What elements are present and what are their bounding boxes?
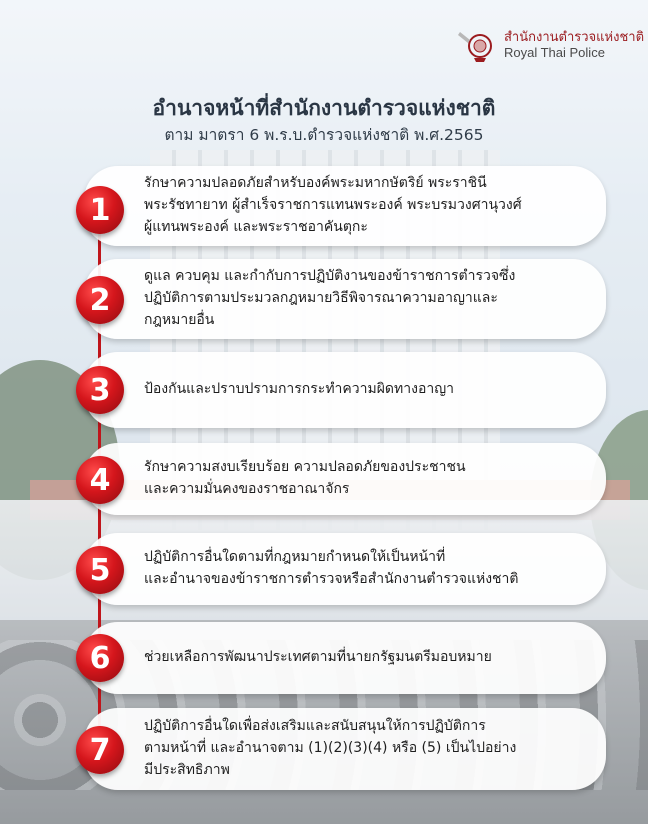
- duty-card-3: [84, 352, 606, 428]
- duty-number-badge-4: 4: [76, 456, 124, 504]
- police-emblem-icon: [456, 26, 496, 66]
- org-name-english: Royal Thai Police: [504, 45, 605, 60]
- duty-card-1: [84, 166, 606, 246]
- duty-number-badge-7: 7: [76, 726, 124, 774]
- page-title: อำนาจหน้าที่สำนักงานตำรวจแห่งชาติ: [152, 96, 496, 120]
- duty-card-4: [84, 443, 606, 515]
- royal-thai-police-logo: [456, 26, 644, 66]
- duty-text-1: รักษาความปลอดภัยสำหรับองค์พระมหากษัตริย์ พระราชินี พระรัชทายาท ผู้สำเร็จราชการแทนพระองค์ พระบรมวงศานุวงศ์ ผู้แทนพระองค์ และพระราชอาคันตุกะ: [144, 175, 522, 235]
- duty-card-6: [84, 622, 606, 694]
- org-name-thai: สำนักงานตำรวจแห่งชาติ: [504, 30, 645, 46]
- duty-number-badge-6: 6: [76, 634, 124, 682]
- duty-text-6: ช่วยเหลือการพัฒนาประเทศตามที่นายกรัฐมนตรีมอบหมาย: [144, 649, 492, 666]
- duty-text-3: ป้องกันและปราบปรามการกระทำความผิดทางอาญา: [144, 381, 455, 398]
- duty-text-2: ดูแล ควบคุม และกำกับการปฏิบัติงานของข้าราชการตำรวจซึ่ง ปฏิบัติการตามประมวลกฎหมายวิธีพิจารณาความอาญาและ กฎหมายอื่น: [144, 268, 516, 328]
- page-subtitle: ตาม มาตรา 6 พ.ร.บ.ตำรวจแห่งชาติ พ.ศ.2565: [164, 126, 484, 144]
- duty-number-badge-1: 1: [76, 186, 124, 234]
- duty-text-4: รักษาความสงบเรียบร้อย ความปลอดภัยของประชาชน และความมั่นคงของราชอาณาจักร: [144, 459, 466, 497]
- duty-card-7: [84, 708, 606, 790]
- duty-text-7: ปฏิบัติการอื่นใดเพื่อส่งเสริมและสนับสนุนให้การปฏิบัติการ ตามหน้าที่ และอำนาจตาม (1)(2)(3)(4) หรือ (5) เป็นไปอย่าง มีประสิทธิภาพ: [144, 718, 517, 778]
- duty-number-badge-2: 2: [76, 276, 124, 324]
- duty-card-2: [84, 259, 606, 339]
- duty-text-5: ปฏิบัติการอื่นใดตามที่กฎหมายกำหนดให้เป็นหน้าที่ และอำนาจของข้าราชการตำรวจหรือสำนักงานตำรวจแห่งชาติ: [144, 549, 519, 587]
- duty-number-badge-5: 5: [76, 546, 124, 594]
- duty-card-5: [84, 533, 606, 605]
- duty-number-badge-3: 3: [76, 366, 124, 414]
